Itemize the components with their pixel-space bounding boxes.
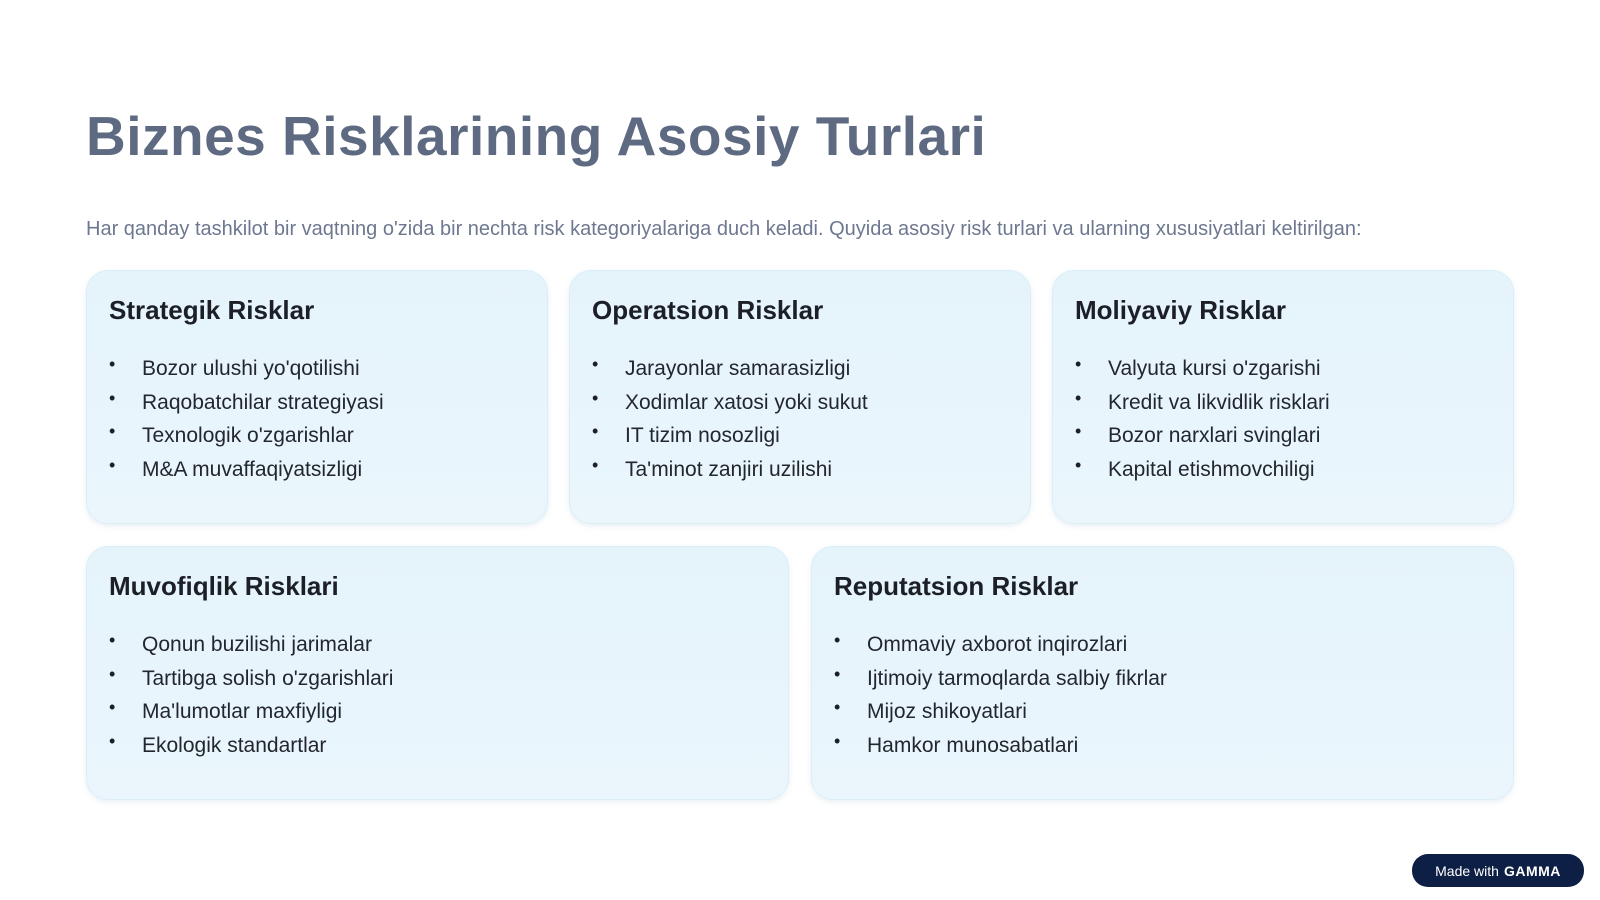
bullet-icon: •	[109, 697, 116, 717]
card-title: Moliyaviy Risklar	[1075, 295, 1286, 325]
bullet-icon: •	[592, 421, 599, 441]
card-financial-risks	[1052, 270, 1514, 524]
bullet-icon: •	[109, 730, 116, 751]
list-item: • Kapital etishmovchiligi	[1075, 453, 1491, 487]
card-list	[592, 352, 1008, 486]
list-item: • Bozor narxlari svinglari	[1075, 419, 1491, 453]
gamma-logo: GAMMA	[1503, 862, 1561, 879]
bullet-icon: •	[109, 454, 116, 475]
card-title: Strategik Risklar	[109, 295, 315, 325]
bullet-icon: •	[592, 354, 599, 374]
list-item: • Ijtimoiy tarmoqlarda salbiy fikrlar	[834, 662, 1491, 696]
card-list	[834, 628, 1491, 762]
list-item: • Ekologik standartlar	[109, 729, 766, 763]
list-item: • Hamkor munosabatlari	[834, 729, 1491, 763]
bullet-icon: •	[834, 730, 841, 751]
card-list	[1075, 352, 1491, 486]
intro-text: Har qanday tashkilot bir vaqtning o'zida bir nechta risk kategoriyalariga duch keladi. Quyida asosiy risk turlari va ularning xususiyatlari keltirilgan:	[86, 218, 1362, 240]
list-item: • Jarayonlar samarasizligi	[592, 352, 1008, 386]
bullet-icon: •	[834, 697, 841, 717]
bullet-icon: •	[109, 630, 116, 650]
list-item: • Qonun buzilishi jarimalar	[109, 628, 766, 662]
card-title: Muvofiqlik Risklari	[109, 571, 339, 601]
list-item: • Valyuta kursi o'zgarishi	[1075, 352, 1491, 386]
card-compliance-risks	[86, 546, 789, 800]
card-operational-risks	[569, 270, 1031, 524]
badge-prefix: Made with	[1435, 862, 1499, 879]
bullet-icon: •	[1075, 387, 1082, 408]
card-reputational-risks	[811, 546, 1514, 800]
bullet-icon: •	[1075, 454, 1082, 475]
bullet-icon: •	[109, 387, 116, 408]
bullet-icon: •	[1075, 354, 1082, 374]
list-item: • IT tizim nosozligi	[592, 419, 1008, 453]
bullet-icon: •	[592, 387, 599, 408]
list-item: • Tartibga solish o'zgarishlari	[109, 662, 766, 696]
bullet-icon: •	[109, 663, 116, 684]
bullet-icon: •	[834, 663, 841, 684]
list-item: • Ma'lumotlar maxfiyligi	[109, 695, 766, 729]
bullet-icon: •	[592, 454, 599, 475]
list-item: • Ta'minot zanjiri uzilishi	[592, 453, 1008, 487]
bullet-icon: •	[109, 354, 116, 374]
list-item: • Mijoz shikoyatlari	[834, 695, 1491, 729]
card-title: Reputatsion Risklar	[834, 571, 1079, 601]
card-list	[109, 352, 525, 486]
bullet-icon: •	[109, 421, 116, 441]
page-title: Biznes Risklarining Asosiy Turlari	[86, 105, 987, 167]
bullet-icon: •	[1075, 421, 1082, 441]
list-item: • Kredit va likvidlik risklari	[1075, 386, 1491, 420]
list-item: • Raqobatchilar strategiyasi	[109, 386, 525, 420]
card-title: Operatsion Risklar	[592, 295, 824, 325]
bullet-icon: •	[834, 630, 841, 650]
card-strategic-risks	[86, 270, 548, 524]
list-item: • Ommaviy axborot inqirozlari	[834, 628, 1491, 662]
list-item: • M&A muvaffaqiyatsizligi	[109, 453, 525, 487]
made-with-gamma-badge[interactable]	[1412, 854, 1584, 887]
list-item: • Xodimlar xatosi yoki sukut	[592, 386, 1008, 420]
list-item: • Bozor ulushi yo'qotilishi	[109, 352, 525, 386]
list-item: • Texnologik o'zgarishlar	[109, 419, 525, 453]
card-list	[109, 628, 766, 762]
